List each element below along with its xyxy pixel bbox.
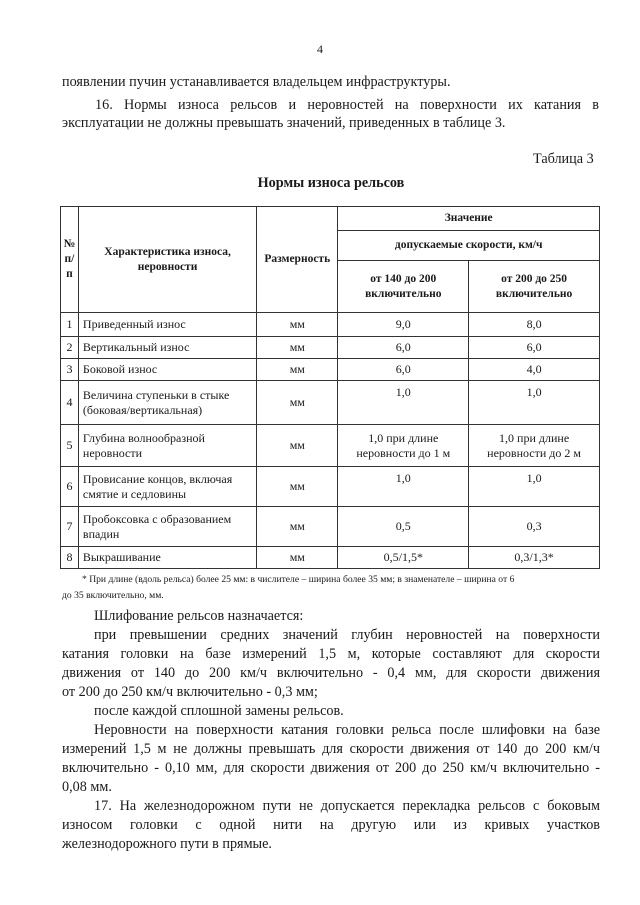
row-unit: мм: [257, 337, 338, 359]
row-characteristic: Провисание концов, включая смятие и седловины: [78, 467, 256, 507]
grinding-line5: после каждой сплошной замены рельсов.: [94, 703, 344, 719]
grinding-line3: движения от 140 до 200 км/ч включительно - 0,4 мм, для скорости движения: [62, 665, 600, 681]
table-row: [61, 507, 600, 547]
table-row: [61, 359, 600, 381]
irregularities-line4: 0,08 мм.: [62, 779, 112, 795]
row-characteristic: Выкрашивание: [78, 547, 256, 569]
row-number: 1: [61, 313, 79, 337]
row-value-speed2: 1,0 при длине неровности до 2 м: [469, 425, 600, 467]
footnote-line2: до 35 включительно, мм.: [62, 590, 164, 601]
grinding-line1: при превышении средних значений глубин неровностей на поверхности: [94, 627, 600, 643]
row-value-speed1: 1,0 при длине неровности до 1 м: [338, 425, 469, 467]
row-characteristic: Пробоксовка с образованием впадин: [78, 507, 256, 547]
grinding-line2: катания головки на базе измерений 1,5 м, которые составляют для скорости: [62, 646, 600, 662]
page-number: 4: [317, 42, 323, 56]
table-title: Нормы износа рельсов: [257, 175, 405, 191]
row-characteristic: Приведенный износ: [78, 313, 256, 337]
row-value-speed2: 1,0: [469, 381, 600, 425]
row-unit: мм: [257, 313, 338, 337]
row-value-speed2: 1,0: [469, 467, 600, 507]
row-unit: мм: [257, 381, 338, 425]
row-value-speed2: 0,3/1,3*: [469, 547, 600, 569]
para16-line2: эксплуатации не должны превышать значений, приведенных в таблице 3.: [62, 115, 506, 131]
header-characteristic: Характеристика износа, неровности: [78, 207, 256, 313]
row-characteristic: Величина ступеньки в стыке (боковая/вертикальная): [78, 381, 256, 425]
para17-line1: 17. На железнодорожном пути не допускается перекладка рельсов с боковым: [94, 798, 600, 814]
row-number: 7: [61, 507, 79, 547]
header-num: № п/п: [61, 207, 79, 313]
row-unit: мм: [257, 359, 338, 381]
row-unit: мм: [257, 547, 338, 569]
row-number: 3: [61, 359, 79, 381]
table-row: [61, 467, 600, 507]
row-characteristic: Глубина волнообразной неровности: [78, 425, 256, 467]
irregularities-line1: Неровности на поверхности катания головки рельса после шлифовки на базе: [94, 722, 600, 738]
row-unit: мм: [257, 425, 338, 467]
row-value-speed1: 9,0: [338, 313, 469, 337]
row-value-speed1: 1,0: [338, 381, 469, 425]
intro-line: появлении пучин устанавливается владельцем инфраструктуры.: [62, 74, 451, 90]
row-value-speed2: 4,0: [469, 359, 600, 381]
norms-table: [60, 206, 600, 569]
grinding-title: Шлифование рельсов назначается:: [94, 608, 304, 624]
table-row: [61, 337, 600, 359]
grinding-line4: от 200 до 250 км/ч включительно - 0,3 мм;: [62, 684, 318, 700]
row-characteristic: Вертикальный износ: [78, 337, 256, 359]
table-row: [61, 381, 600, 425]
table-row: [61, 425, 600, 467]
row-value-speed1: 0,5/1,5*: [338, 547, 469, 569]
footnote-line1: * При длине (вдоль рельса) более 25 мм: в числителе – ширина более 35 мм; в знаменателе – ширина от 6: [82, 574, 515, 585]
row-number: 6: [61, 467, 79, 507]
header-speed1: от 140 до 200 включительно: [338, 261, 469, 313]
row-characteristic: Боковой износ: [78, 359, 256, 381]
para17-line3: железнодорожного пути в прямые.: [62, 836, 272, 852]
row-value-speed1: 6,0: [338, 337, 469, 359]
irregularities-line2: измерений 1,5 м не должны превышать для скорости движения от 140 до 200 км/ч: [62, 741, 600, 757]
header-value: Значение: [338, 207, 600, 231]
para17-line2: износом головки с одной нити на другую или из кривых участков: [62, 817, 600, 833]
para16-line1: 16. Нормы износа рельсов и неровностей на поверхности их катания в: [95, 97, 599, 113]
irregularities-line3: включительно - 0,10 мм, для скорости движения от 200 до 250 км/ч включительно -: [62, 760, 600, 776]
row-value-speed2: 6,0: [469, 337, 600, 359]
table-row: [61, 313, 600, 337]
table-row: [61, 547, 600, 569]
row-value-speed1: 6,0: [338, 359, 469, 381]
row-number: 2: [61, 337, 79, 359]
header-speeds: допускаемые скорости, км/ч: [338, 231, 600, 261]
header-unit: Размерность: [257, 207, 338, 313]
row-value-speed2: 0,3: [469, 507, 600, 547]
row-value-speed2: 8,0: [469, 313, 600, 337]
row-unit: мм: [257, 467, 338, 507]
row-number: 5: [61, 425, 79, 467]
row-number: 4: [61, 381, 79, 425]
table-label: Таблица 3: [533, 151, 594, 167]
row-value-speed1: 0,5: [338, 507, 469, 547]
row-number: 8: [61, 547, 79, 569]
row-value-speed1: 1,0: [338, 467, 469, 507]
header-speed2: от 200 до 250 включительно: [469, 261, 600, 313]
row-unit: мм: [257, 507, 338, 547]
